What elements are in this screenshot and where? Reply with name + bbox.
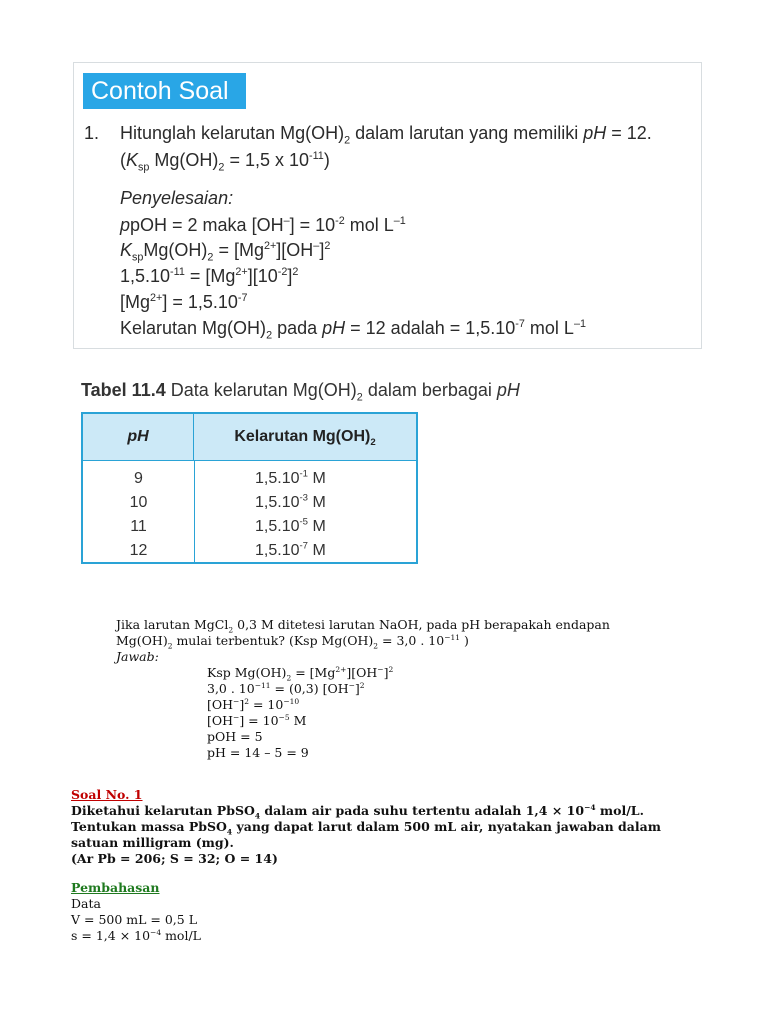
pembahasan-heading: Pembahasan [71, 880, 160, 895]
answer-step-6: pH = 14 – 5 = 9 [207, 745, 309, 760]
answer-step-2: 3,0 . $10^{-11} = (0,3)$ $[OH^-]^2$ [207, 680, 365, 696]
solution-step-4: $[Mg^{2+}] = 1,5.10^{-7}$ [120, 292, 248, 312]
problem-line-1: Jika larutan MgCl$_2$ 0,3 M ditetesi larutan NaOH, pada pH berapakah endapan [116, 617, 610, 635]
answer-step-5: pOH = 5 [207, 729, 263, 744]
table-row [83, 542, 416, 565]
example-title: Contoh Soal [83, 73, 246, 109]
table-header [83, 414, 416, 461]
cell-ph: 9 [134, 470, 143, 487]
soal-line-3: satuan milligram (mg). [71, 835, 234, 850]
example-ksp-given: ($K_{sp}$ $Mg(OH)_2 = 1,5$ x $10^{-11}$) [120, 150, 330, 174]
solution-step-1: ppOH = 2 maka $[OH^-] = 10^{-2}$ mol $L^{-1}$ [120, 215, 406, 235]
cell-solubility: $1,5.10^{-7}$ M [255, 540, 326, 559]
answer-step-1: Ksp $Mg(OH)_2 = [Mg^{2+}][OH^-]^2$ [207, 664, 394, 683]
cell-ph: 10 [129, 494, 148, 511]
header-ph: pH [83, 414, 194, 460]
table-row [83, 494, 416, 517]
problem-line-2: $Mg(OH)_2$ mulai terbentuk? (Ksp $Mg(OH)_2 = 3,0$ . $10^{-11}$ ) [116, 632, 469, 651]
answer-label: Jawab: [116, 649, 159, 664]
soal-heading: Soal No. 1 [71, 787, 143, 802]
answer-step-3: $[OH^-]^2 = 10^{-10}$ [207, 696, 300, 712]
volume-line: V = 500 mL = 0,5 L [71, 912, 198, 927]
solution-step-3: $1,5.10^{-11} = [Mg^{2+}][10^{-2}]^2$ [120, 266, 299, 286]
solubility-line: $s = 1,4 \times 10^{-4}$ mol/L [71, 927, 201, 943]
table-row [83, 470, 416, 493]
cell-solubility: $1,5.10^{-1}$ M [255, 468, 326, 487]
example-question: Hitunglah kelarutan $Mg(OH)_2$ dalam larutan yang memiliki pH = 12. [120, 123, 652, 147]
cell-solubility: $1,5.10^{-3}$ M [255, 492, 326, 511]
solution-step-2: $K_{sp}Mg(OH)_2 = [Mg^{2+}][OH^-]^2$ [120, 240, 331, 264]
table-caption: Tabel 11.4 Data kelarutan $Mg(OH)_2$ dalam berbagai pH [81, 380, 520, 404]
cell-solubility: $1,5.10^{-5}$ M [255, 516, 326, 535]
solubility-table [81, 412, 418, 564]
soal-line-4: (Ar Pb = 206; S = 32; O = 14) [71, 851, 278, 866]
example-number: 1. [84, 123, 100, 143]
example-box [73, 62, 702, 349]
cell-ph: 11 [130, 518, 147, 535]
header-solubility: Kelarutan $Mg(OH)_2$ [234, 428, 376, 449]
answer-step-4: $[OH^-] = 10^{-5}$ M [207, 712, 307, 728]
table-row [83, 518, 416, 541]
solution-step-5: Kelarutan $Mg(OH)_2$ pada pH = 12 adalah = $1,5.10^{-7}$ mol $L^{-1}$ [120, 318, 586, 342]
solution-label: Penyelesaian: [120, 188, 234, 208]
data-label: Data [71, 896, 101, 911]
cell-ph: 12 [129, 542, 148, 559]
soal-line-1: Diketahui kelarutan PbSO$_4$ dalam air pada suhu tertentu adalah $1,4 \times 10^{-4}$ mol/L. [71, 802, 644, 821]
soal-line-2: Tentukan massa PbSO$_4$ yang dapat larut dalam 500 mL air, nyatakan jawaban dalam [71, 819, 661, 837]
